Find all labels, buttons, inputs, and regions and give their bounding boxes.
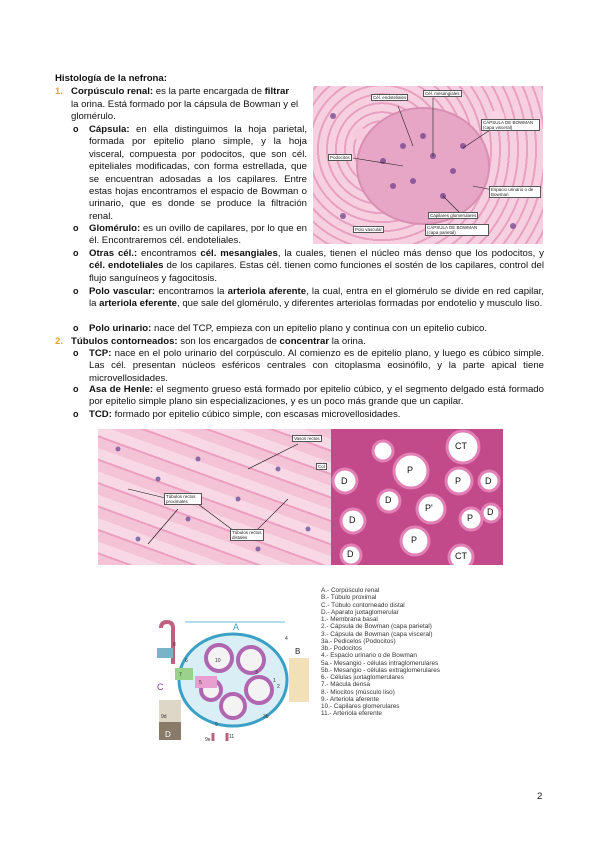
legend-item: 3a.- Pedicelos (Podocitos) [321, 637, 396, 645]
label-9: 9 [215, 722, 218, 728]
term: cél. mesangiales [200, 248, 278, 259]
micrograph-label: CÁPSULA DE BOWMAN (capa parietal) [425, 224, 489, 236]
micrograph-label: Túbulos rectos distales [230, 529, 264, 541]
vessel-segment [157, 648, 173, 658]
micrograph-label: D [385, 495, 392, 505]
bullet-icon: o [73, 124, 79, 134]
label-9e: 9e [205, 737, 211, 743]
legend-item: D.- Aparato juxtaglomerular [321, 608, 399, 616]
legend-item: 3.- Cápsula de Bowman (capa visceral) [321, 630, 433, 638]
term: concentrar [279, 336, 330, 347]
label-6: 6 [185, 658, 188, 664]
micrograph-overlay [98, 429, 331, 565]
micrograph-label: D [347, 549, 354, 559]
micrograph-label: P' [425, 503, 433, 513]
term: Glomérulo: [89, 223, 141, 234]
legend-item: 6.- Células juxtaglomerulares [321, 674, 404, 681]
bullet-icon: o [73, 384, 79, 394]
term: Túbulos contorneados: [71, 336, 178, 347]
list-item-capsula [73, 124, 307, 223]
term: Corpúsculo renal: [71, 86, 154, 97]
legend-item: 1.- Membrana basal [321, 616, 378, 623]
micrograph-label: Capilares glomerulares [430, 213, 477, 218]
list-item-polo-urinario [73, 323, 544, 335]
label-2: 2 [277, 684, 280, 690]
text: el segmento grueso está formado por epitelio cúbico, y el segmento delgado está formado por epitelio simple plano sin especializaciones, y es un poco más grande que un capilar. [89, 384, 544, 408]
bullet-icon: o [73, 409, 79, 419]
term: Polo urinario: [89, 323, 152, 334]
micrograph-label: D [349, 515, 356, 525]
item-corpusculo [55, 86, 305, 98]
label-11: 11 [229, 734, 235, 740]
legend-item: 9.- Arteriola aferente [321, 695, 379, 703]
micrograph-label: Vasos rectos [294, 436, 320, 441]
proximal-tubule [289, 658, 309, 702]
micrograph-label: CT [455, 551, 467, 561]
legend-item: 11.- Arteriola eferente [321, 710, 382, 718]
legend-item: 3b.- Podocitos [321, 645, 362, 652]
text: encontramos la [155, 286, 228, 297]
list-number: 2. [55, 336, 64, 347]
micrograph-label: Túbulos rectos proximales [164, 493, 202, 505]
text: , la cual, entra en el glomérulo se divide en red capilar, la [89, 286, 544, 310]
legend-item: B.- Túbulo proximal [321, 594, 377, 602]
page-number: 2 [537, 791, 543, 802]
micrograph-label: P [407, 465, 414, 475]
legend-item: 8.- Miocitos (músculo liso) [321, 688, 395, 696]
text: nace en el polo urinario del corpúsculo. Al comienzo es de epitelio plano, y luego es cúbico simple. Las cél. presentan núcleos esféricos centrales con citoplasma eosinófilo, y la parte apical tiene microvellosidades. [89, 348, 544, 384]
micrograph-label: CT [455, 441, 467, 451]
legend-item: 5b.- Mesangio - células extraglomerulares [321, 666, 440, 674]
label-9d: 9d [161, 714, 167, 720]
term: cél. endoteliales [89, 260, 164, 272]
micrograph-label: Polo vascular [355, 227, 383, 232]
term: arteriola eferente [99, 298, 177, 310]
list-item-otras [73, 248, 544, 285]
bullet-icon: o [73, 223, 79, 233]
micrograph-label: P [467, 513, 474, 523]
term: Asa de Henle: [89, 384, 154, 395]
micrograph-label: D [341, 476, 348, 486]
bullet-icon: o [73, 286, 79, 296]
micrograph-overlay [313, 86, 543, 244]
label-3: 3 [255, 670, 258, 676]
text: , la cuales, tienen el núcleo más denso que los podocitos, y [277, 248, 544, 259]
micrograph-pd [331, 429, 503, 565]
text: es un ovillo de capilares, por lo que en él. Encontraremos cél. endoteliales. [89, 223, 307, 247]
micrograph-label: Col [318, 464, 325, 469]
text: son los encargados de [177, 336, 280, 347]
term: TCD: [89, 409, 112, 420]
text: la orina. [329, 336, 366, 347]
item-tubulos [55, 336, 545, 348]
list-item-henle [73, 384, 544, 409]
text: en ella distinguimos la hoja parietal, formada por epitelio plano simple, y la hoja visceral, compuesta por podocitos, que son cél. epiteliales modificadas, con forma estrellada, que se encuentran adosadas a los capilares. Entre estas hojas encontramos el espacio de Bowman o urinario, que es donde se produce la filtración renal. [89, 124, 307, 222]
text: formado por epitelio cúbico simple, con escasas microvellosidades. [111, 409, 401, 420]
macula-densa [175, 668, 193, 680]
term: Polo vascular: [89, 286, 156, 297]
legend-item: C.- Túbulo contorneado distal [321, 601, 405, 609]
bullet-icon: o [73, 248, 79, 258]
micrograph-corpuscle [313, 86, 543, 244]
legend-item: 5a.- Mesangio - células intraglomerulares [321, 659, 439, 667]
micrograph-label: P [455, 476, 462, 486]
section-title: Histología de la nefrona: [55, 73, 167, 84]
term: arteriola aferente [227, 286, 307, 297]
micrograph-label: CÁPSULA DE BOWMAN (capa visceral) [481, 119, 540, 131]
micrograph-label: P [411, 535, 418, 545]
label-7: 7 [179, 672, 182, 678]
term: Cápsula: [89, 124, 130, 135]
nuclei [116, 447, 311, 552]
text: es la parte encargada de [153, 86, 265, 97]
text: encontramos [137, 248, 201, 259]
list-item-polo-vascular [73, 286, 544, 311]
micrograph-label: Cél. endoteliales [373, 95, 407, 100]
label-c: C [157, 682, 164, 692]
label-b: B [295, 647, 301, 656]
text: de los capilares. Estas cél. tienen como funciones el sostén de los capilares, control del flujo sanguíneos y fagocitosis. [89, 260, 544, 284]
bullet-icon: o [73, 323, 79, 333]
term: Otras cél.: [89, 248, 138, 259]
label-a: A [233, 622, 240, 632]
label-d: D [165, 730, 171, 739]
list-number: 1. [55, 86, 64, 97]
list-item-tcp [73, 348, 544, 385]
nephron-diagram [155, 618, 310, 743]
list-item-tcd [73, 409, 544, 421]
label-1: 1 [273, 678, 276, 684]
term: filtrar [264, 86, 290, 97]
micrograph-label: D [487, 507, 494, 517]
label-10: 10 [215, 658, 221, 664]
text [71, 99, 309, 124]
micrograph-label: D [485, 476, 492, 486]
text: nace del TCP, empieza con un epitelio plano y continua con un epitelio cubico. [151, 323, 488, 334]
text: la orina. Está formado por la cápsula de Bowman y el glomérulo. [71, 98, 299, 122]
label-4: 4 [285, 636, 288, 642]
legend-item: 4.- Espacio urinario o de Bowman [321, 652, 417, 660]
text: , que sale del glomérulo, y diferentes arteriolas formadas por endotelio y musculo liso. [177, 298, 543, 310]
bullet-icon: o [73, 348, 79, 358]
legend-item: A.- Corpúsculo renal [321, 587, 380, 594]
efferent-vessel [213, 733, 227, 741]
label-5: 5 [199, 680, 202, 686]
list-item-glomerulo [73, 223, 307, 248]
label-3b: 3b [263, 714, 269, 720]
micrograph-label: Cél. mesangiales [425, 91, 460, 96]
micrograph-tubules [98, 429, 331, 565]
term: TCP: [89, 348, 112, 359]
pointer-lines [128, 444, 298, 544]
label-8: 8 [173, 642, 176, 648]
legend-item: 7.- Mácula densa [321, 681, 371, 689]
diagram-legend [321, 587, 521, 718]
legend-item: 10.- Capilares glomerulares [321, 703, 400, 710]
micrograph-label: Espacio urinario o de Bowman [489, 186, 541, 198]
legend-item: 2.- Cápsula de Bowman (capa parietal) [321, 623, 432, 631]
glomerulus-shape [357, 108, 489, 224]
micrograph-label: Podocitos [330, 155, 350, 160]
